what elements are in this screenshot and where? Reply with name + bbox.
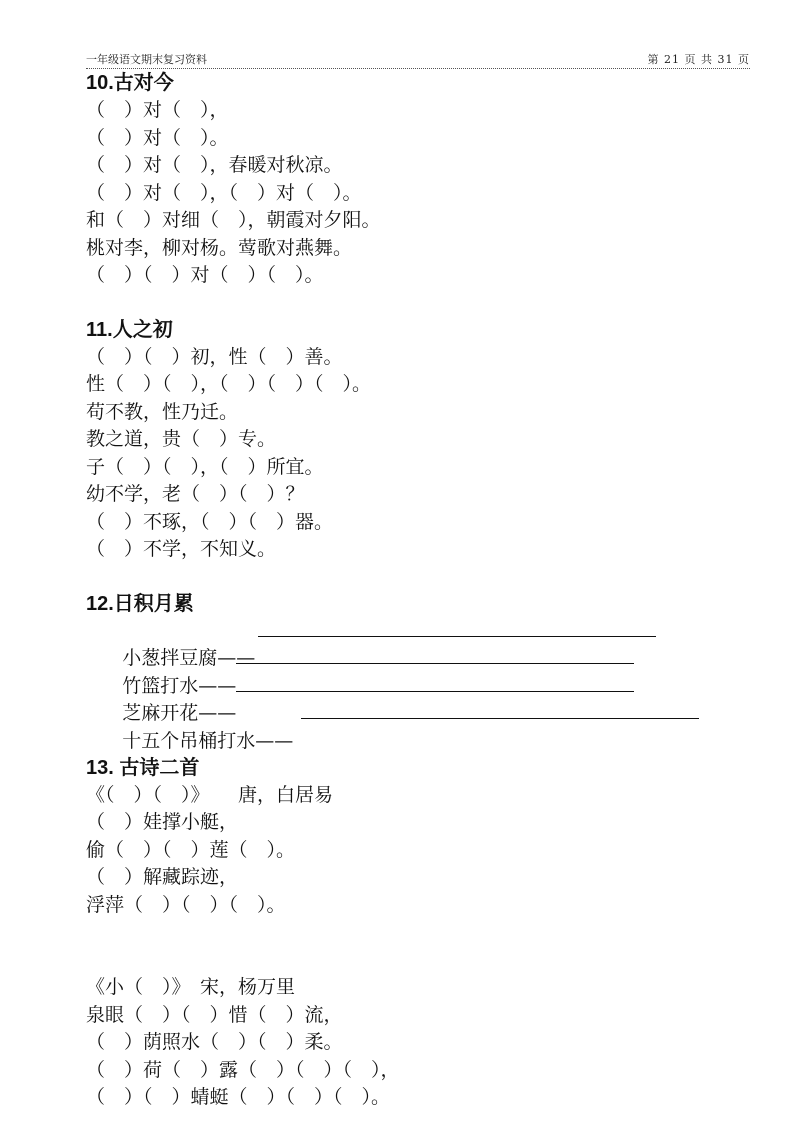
idiom-line xyxy=(86,618,746,669)
poem-line: （ ）（ ）蜻蜓（ ）（ ）（ ）。 xyxy=(86,1086,391,1108)
poem-line: （ ）娃撑小艇， xyxy=(86,811,239,833)
section-title: 10.古对今 xyxy=(86,72,174,94)
exercise-line: （ ）对（ ）， xyxy=(86,99,229,121)
poem-line: 《小（ ）》 宋，杨万里 xyxy=(86,976,296,998)
poem-line: （ ）解藏踪迹， xyxy=(86,866,239,888)
exercise-line: （ ）对（ ）。 xyxy=(86,126,229,149)
idiom-prompt: 竹篮打水—— xyxy=(122,674,237,697)
idiom-prompt: 小葱拌豆腐—— xyxy=(122,647,256,669)
exercise-line: 桃对李，柳对杨。莺歌对燕舞。 xyxy=(86,236,353,259)
idiom-prompt: 十五个吊桶打水—— xyxy=(122,729,294,752)
exercise-line: 教之道，贵（ ）专。 xyxy=(86,428,277,450)
idiom-line xyxy=(86,645,746,697)
exercise-line: 苟不教，性乃迁。 xyxy=(86,400,239,423)
poem-line: （ ）荫照水（ ）（ ）柔。 xyxy=(86,1031,343,1053)
section-10 xyxy=(86,70,746,290)
idiom-line xyxy=(86,700,746,752)
exercise-line: （ ）对（ ），春暖对秋凉。 xyxy=(86,154,343,176)
exercise-line: 和（ ）对细（ ），朝霞对夕阳。 xyxy=(86,209,381,231)
exercise-line: （ ）不琢，（ ）（ ）器。 xyxy=(86,510,334,533)
answer-blank[interactable] xyxy=(258,636,656,637)
exercise-line: （ ）（ ）初，性（ ）善。 xyxy=(86,345,343,368)
exercise-line: （ ）不学，不知义。 xyxy=(86,538,277,560)
poem-line: 偷（ ）（ ）莲（ ）。 xyxy=(86,838,296,861)
poem-line: 《（ ）（ ）》 唐，白居易 xyxy=(86,783,334,806)
section-13 xyxy=(86,755,746,1112)
section-11 xyxy=(86,317,746,564)
exercise-line: （ ）对（ ），（ ）对（ ）。 xyxy=(86,181,362,204)
page-header xyxy=(86,50,750,69)
exercise-line: 子（ ）（ ），（ ）所宜。 xyxy=(86,455,324,478)
idiom-line xyxy=(86,673,746,724)
section-title: 13. 古诗二首 xyxy=(86,756,200,779)
answer-blank[interactable] xyxy=(236,691,634,692)
poem-line: 浮萍（ ）（ ）（ ）。 xyxy=(86,893,286,916)
section-12 xyxy=(86,591,746,752)
poem-line: 泉眼（ ）（ ）惜（ ）流， xyxy=(86,1003,343,1026)
exercise-line: 幼不学，老（ ）（ ）？ xyxy=(86,483,305,505)
page-number: 第 21 页 共 31 页 xyxy=(647,53,750,66)
exercise-line: 性（ ）（ ），（ ）（ ）（ ）。 xyxy=(86,373,372,395)
answer-blank[interactable] xyxy=(301,718,699,719)
exercise-line: （ ）（ ）对（ ）（ ）。 xyxy=(86,264,324,286)
poem-line: （ ）荷（ ）露（ ）（ ）（ ）， xyxy=(86,1058,400,1081)
idiom-prompt: 芝麻开花—— xyxy=(122,702,237,724)
worksheet-content xyxy=(86,70,746,1112)
section-title: 12.日积月累 xyxy=(86,592,194,615)
document-title: 一年级语文期末复习资料 xyxy=(86,53,207,66)
answer-blank[interactable] xyxy=(236,663,634,664)
section-title: 11.人之初 xyxy=(86,318,173,341)
